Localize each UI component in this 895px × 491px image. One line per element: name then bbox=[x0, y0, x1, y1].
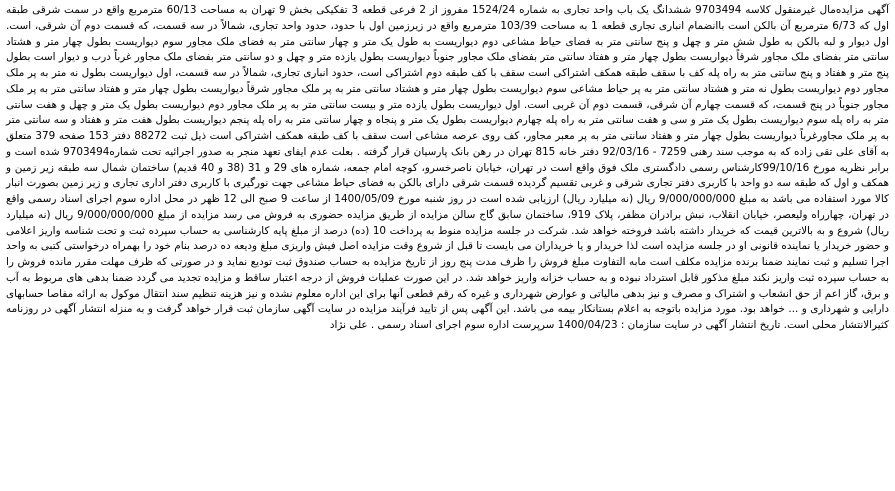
auction-notice-text: آگهی مزایده‌مال غیرمنقول کلاسه 9703494 ششدانگ یک باب واحد تجاری به شماره 1524/24 مفروز از 2 فرعی قطعه 3 تفکیکی بخش 9 تهران به مساحت 60/13 مترمربع واقع در سمت شرقی طبقه اول که 6/73 مترمربع آن بالکن است باانضمام انباری تجاری قطعه 1 به مساحت 103/39 مترمربع واقع در زیرزمین اول با حدود، حدود واحد تجاری، شمالاً در سه قسمت، که قسمت دوم آن شرقی، است. اول دیوار و لبه بالکن به طول شش متر و چهل و پنج سانتی متر به فضای حیاط مشاعی دوم دیواریست به طول یک متر و چهار سانتی متر به فضای ملک مجاور سوم دیواریست بطول چهار متر و هشتاد سانتی متر بفضای ملک مجاور شرقاً دیواریست بطول چهار متر و هفتاد سانتی متر بفضای ملک مجاور جنوباً دیواریست بطول یازده متر و چهل و دو سانتی متر بفضای ملک مجاور غرباً درب و دیوار است بطول پنج متر و هفتاد و پنج سانتی متر به راه پله کف با سقف طبقه همکف اشتراکی است سقف با کف طبقه دوم اشتراکی است، حدود انباری تجاری، شمالاً در سه قسمت، اول دیواریست بطول نه متر به پر ملک مجاور دوم دیواریست بطول نه متر و هشتاد سانتی متر به پر حیاط مشاعی سوم دیواریست بطول چهار متر و هشتاد سانتی متر به پر ملک مجاور شرقاً دیواریست بطول چهار متر و هفتاد سانتی متر به پر ملک مجاور جنوباً در پنج قسمت، که قسمت چهارم آن شرقی، قسمت دوم آن غربی است. اول دیواریست بطول یازده متر و بیست سانتی متر به پر ملک مجاور دوم دیواریست بطول یک متر و چهل و هفت سانتی متر به راه پله سوم دیواریست بطول یک متر و سی و هفت سانتی متر به راه پله چهارم دیواریست بطول یک متر و پنجاه و چهار سانتی متر به راه پله پنجم دیواریست بطول هفت متر و هفتاد و سه سانتی متر به پر ملک مجاورغرباً دیواریست بطول چهار متر و هفتاد سانتی متر به پر معبر مجاور، کف روی عرصه مشاعی است سقف با کف طبقه همکف اشتراکی است ذیل ثبت 88272 دفتر 153 صفحه 379 متعلق به آقای علی تقی زاده که به موجب سند رهنی 7259 - 92/03/16 دفتر خانه 815 تهران در رهن بانک پارسیان قرار گرفته . بعلت عدم ایفای تعهد منجر به صدور اجرائیه تحت شماره9703494 شده است و برابر نظریه مورخ 99/10/16کارشناس رسمی دادگستری ملک فوق واقع است در تهران، خیابان ناصرخسرو، کوچه امام جمعه، شماره های 29 و 31 (38 و 40 قدیم) ساختمان شمال سه طبقه زیر زمین و همکف و اول که طبقه سه دو واحد با کاربری دفتر تجاری شرقی و غربی تقسیم گردیده قسمت شرقی دارای بالکن به فضای حیاط مشاعی جهت نورگیری با کاربری دفتر اداری تجاری و زیر زمین بصورت انبار کالا مورد استفاده می باشد به مبلغ 9/000/000/000 ریال (نه میلیارد ریال) ارزیابی شده است در روز شنبه مورخ 1400/05/09 از ساعت 9 صبح الی 12 ظهر در محل اداره سوم اجرای اسناد رسمی واقع در تهران، چهارراه ولیعصر، خیابان انقلاب، نبش برادران مظفر، پلاک 919، ساختمان سابق گاج سالن مزایده از طریق مزایده حضوری به فروش می رسد مزایده از مبلغ 9/000/000/000 ریال (نه میلیارد ریال) شروع و به بالاترین قیمت که خریدار داشته باشد فروخته خواهد شد. شرکت در جلسه مزایده منوط به پرداخت 10 (ده) درصد از مبلغ پایه کارشناسی به حساب سپرده ثبت و تحت شناسه واریز اعلامی و حضور خریدار یا نماینده قانونی او در جلسه مزایده است لذا خریدار و یا خریداران می بایست تا قبل از شروع وقت مزایده اصل فیش واریزی مبلغ ودیعه ده درصد بنام خود را بهمراه درخواستی کتبی به واحد اجرا تسلیم و ثبت نمایند ضمنا برنده مزایده مکلف است مابه التفاوت مبلغ فروش را ظرف مدت پنج روز از تاریخ مزایده به حساب صندوق ثبت تودیع نماید و در صورتی که ظرف مهلت مقرر مانده فروش را به حساب سپرده ثبت واریز نکند مبلغ مذکور قابل استرداد نبوده و به حساب خزانه واریز خواهد شد. در این صورت عملیات فروش از درجه اعتبار ساقط و مزایده تجدید می گردد ضمنا بدهی های مربوط به آب و برق، گاز اعم از حق انشعاب و اشتراک و مصرف و نیز بدهی مالیاتی و عوارض شهرداری و غیره که رقم قطعی آنها برای این اداره معلوم نشده و نیز هزینه تنظیم سند انتقال موکول به ارائه مفاصا حسابهای دارایی و شهرداری و ... خواهد بود. مورد مزایده باتوجه به اعلام بستانکار بیمه می باشد. این آگهی پس از تایید فرآیند مزایده در سایت آگهی سازمان ثبت قرار خواهد گرفت و به منزله انتشار آگهی در روزنامه کثیرالانتشار محلی است. تاریخ انتشار آگهی در سایت سازمان : 1400/04/23 سرپرست اداره سوم اجرای اسناد رسمی . علی نژاد bbox=[6, 4, 890, 331]
